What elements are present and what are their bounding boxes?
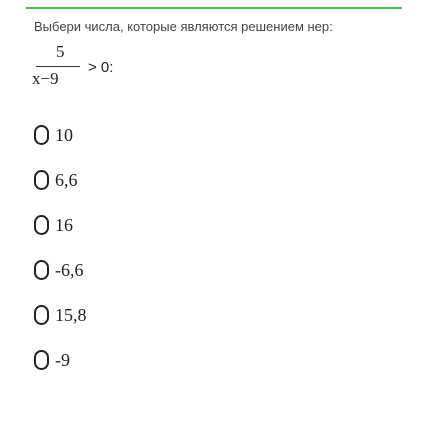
fraction-numerator: 5 [56,42,65,61]
option-label: 16 [55,214,73,235]
radio-icon[interactable] [34,215,49,235]
option-minus-9[interactable] [34,345,70,375]
option-label: 15,8 [55,304,87,325]
radio-icon[interactable] [34,350,49,370]
radio-icon[interactable] [34,125,49,145]
option-label: 10 [55,124,73,145]
radio-icon[interactable] [34,260,49,280]
radio-icon[interactable] [34,170,49,190]
fraction-denominator: x−9 [32,69,59,88]
top-divider [26,7,402,9]
fraction-bar [36,66,80,67]
option-label: -6,6 [55,259,84,280]
question-text: Выбери числа, которые являются решением нер: [34,19,333,34]
option-label: 6,6 [55,169,78,190]
option-6-6[interactable] [34,165,78,195]
option-10[interactable] [34,120,73,150]
option-label: -9 [55,349,70,370]
option-16[interactable] [34,210,73,240]
inequality-relation: > 0: [88,59,114,76]
option-15-8[interactable] [34,300,87,330]
inequality [32,42,122,98]
option-minus-6-6[interactable] [34,255,84,285]
radio-icon[interactable] [34,305,49,325]
